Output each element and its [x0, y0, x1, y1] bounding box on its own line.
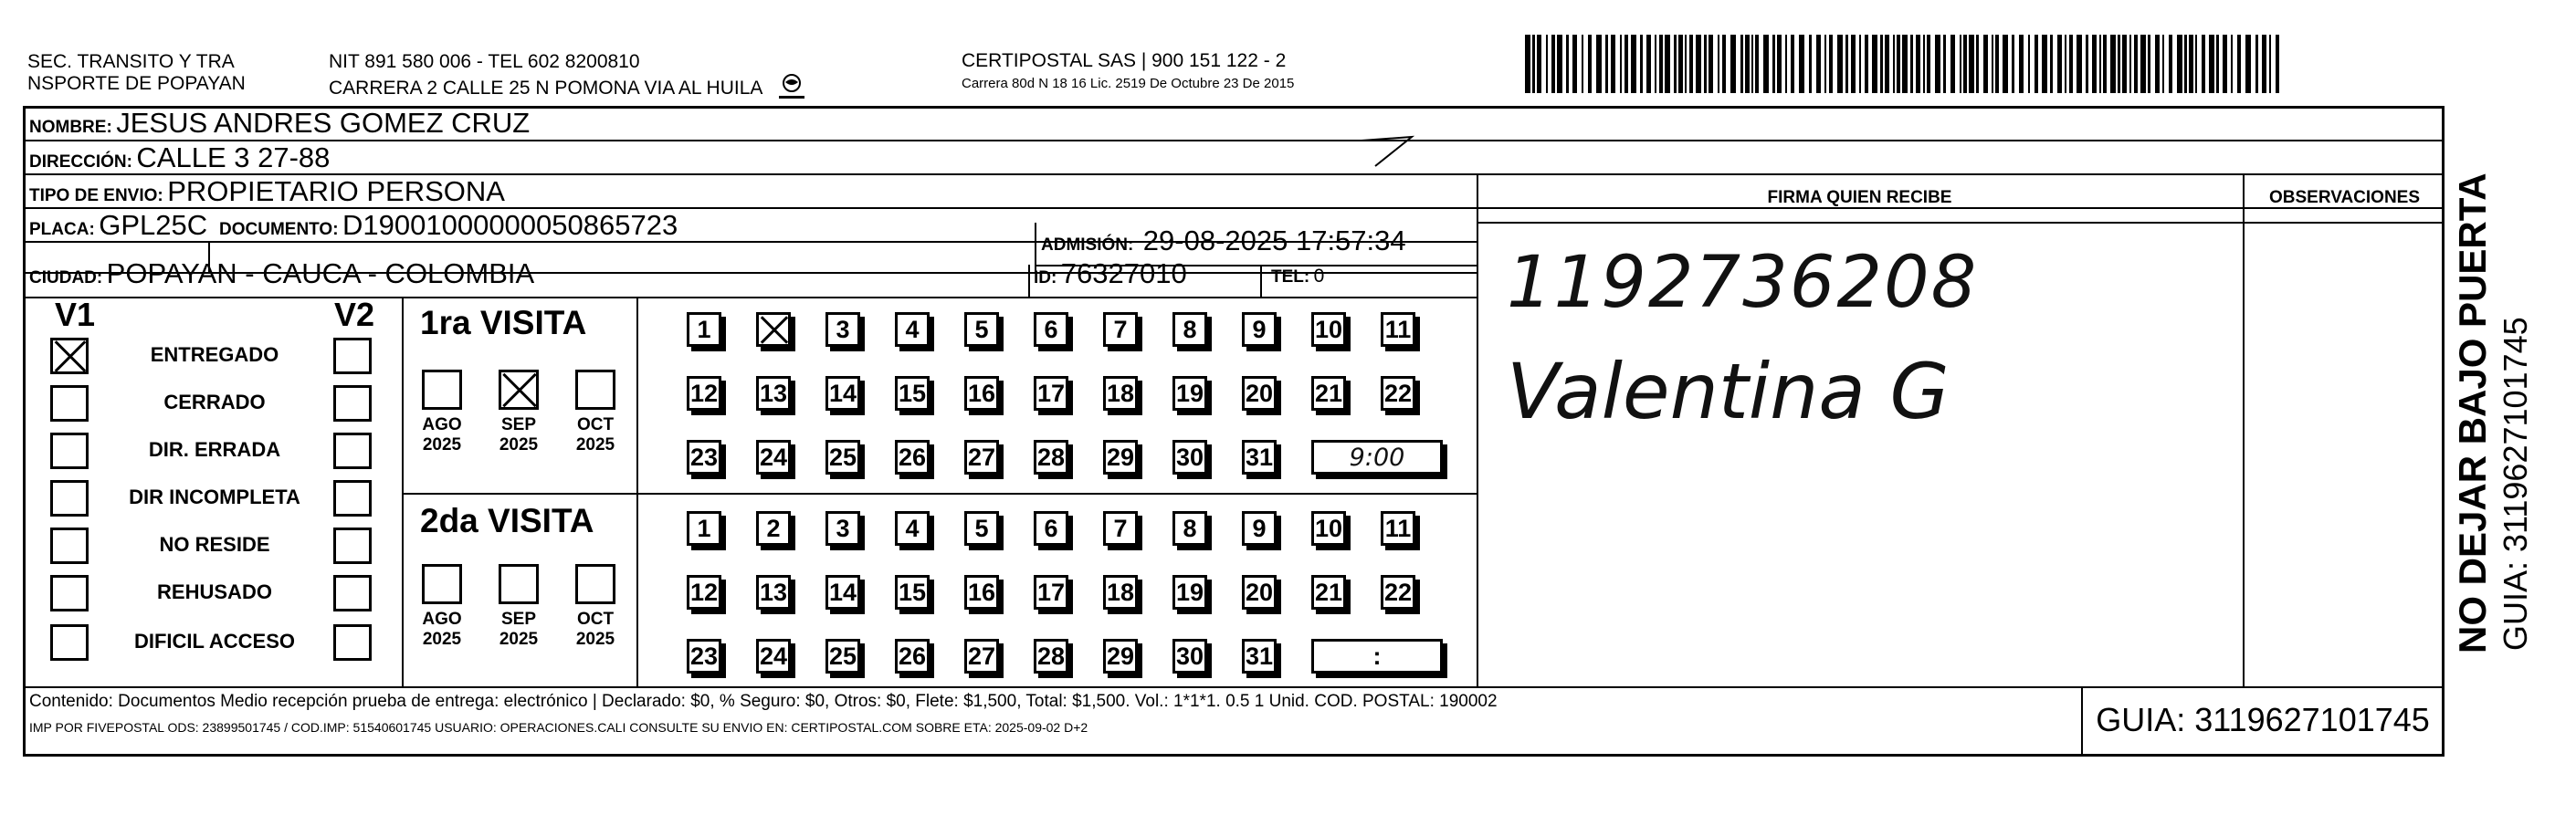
day-checkbox[interactable]: 20: [1242, 376, 1277, 411]
tel-label: TEL:: [1271, 267, 1310, 287]
day-checkbox[interactable]: 25: [825, 440, 860, 475]
day-checkbox[interactable]: 15: [895, 376, 930, 411]
v2-checkbox[interactable]: [333, 385, 372, 422]
footer-content: Contenido: Documentos Medio recepción prueba de entrega: electrónico | Declarado: $0, % Seguro: $0, Otros: $0, Flete: $1,500, Total: $1,500. Vol.: 1*1*1. 0.5 1 Unid. COD. POSTAL: 190002: [29, 692, 1498, 711]
month-label: AGO 2025: [422, 415, 462, 455]
barcode-bar: [2231, 35, 2233, 93]
v1-checkbox[interactable]: [50, 338, 89, 374]
day-checkbox[interactable]: 16: [964, 575, 999, 610]
barcode-bar: [1557, 35, 1562, 93]
time-field[interactable]: 9:00: [1311, 440, 1443, 475]
day-checkbox[interactable]: 14: [825, 376, 860, 411]
day-checkbox[interactable]: 2: [756, 511, 791, 546]
footer-guia: GUIA: 3119627101745: [2096, 701, 2430, 738]
day-checkbox[interactable]: 7: [1103, 511, 1138, 546]
month-label: SEP 2025: [499, 415, 539, 455]
placa-field: [29, 209, 207, 242]
day-checkbox[interactable]: 30: [1172, 440, 1207, 475]
day-checkbox[interactable]: 8: [1172, 312, 1207, 347]
month-label: OCT 2025: [575, 610, 615, 649]
barcode-bar: [2140, 35, 2146, 93]
barcode-bar: [2110, 35, 2116, 93]
barcode-bar: [1588, 35, 1592, 93]
barcode-bar: [2269, 35, 2271, 93]
day-checkbox[interactable]: 17: [1034, 575, 1068, 610]
day-checkbox[interactable]: 18: [1103, 376, 1138, 411]
ciudad-label: CIUDAD:: [29, 268, 103, 287]
day-checkbox[interactable]: 3: [825, 511, 860, 546]
barcode-bar: [1969, 35, 1974, 93]
barcode-bar: [1927, 35, 1930, 93]
barcode-bar: [2086, 35, 2088, 93]
barcode-bar: [1893, 35, 1895, 93]
day-checkbox[interactable]: 1: [687, 511, 721, 546]
visit2-title: 2da VISITA: [420, 502, 594, 539]
barcode-bar: [1816, 35, 1821, 93]
placa-value: GPL25C: [99, 209, 208, 241]
id-value: 76327010: [1060, 257, 1187, 289]
day-checkbox[interactable]: 3: [825, 312, 860, 347]
direccion-label: DIRECCIÓN:: [29, 152, 132, 172]
day-checkbox[interactable]: 10: [1311, 511, 1346, 546]
placa-label: PLACA:: [29, 220, 95, 239]
day-checkbox[interactable]: 11: [1381, 312, 1415, 347]
barcode-bar: [1963, 35, 1967, 93]
barcode-bar: [1992, 35, 1993, 93]
v1-checkbox[interactable]: [50, 575, 89, 611]
day-checkbox[interactable]: 23: [687, 639, 721, 674]
barcode-bar: [1943, 35, 1946, 93]
sender-contact: [329, 51, 810, 104]
barcode-bar: [2276, 35, 2279, 93]
day-checkbox[interactable]: 28: [1034, 440, 1068, 475]
barcode-bar: [2077, 35, 2082, 93]
barcode-bar: [1902, 35, 1908, 93]
handwritten-recipient-name: Valentina G: [1507, 347, 1950, 436]
barcode-bar: [2003, 35, 2008, 93]
day-checkbox[interactable]: 5: [964, 511, 999, 546]
v1-checkbox[interactable]: [50, 528, 89, 564]
v1-checkbox[interactable]: [50, 385, 89, 422]
barcode-bar: [2065, 35, 2066, 93]
barcode-bar: [1745, 35, 1750, 93]
day-checkbox[interactable]: 21: [1311, 575, 1346, 610]
barcode-bar: [1665, 35, 1670, 93]
day-checkbox[interactable]: 9: [1242, 312, 1277, 347]
barcode-bar: [1960, 35, 1961, 93]
month-checkbox[interactable]: [575, 370, 615, 410]
day-checkbox[interactable]: 10: [1311, 312, 1346, 347]
barcode-bar: [1572, 35, 1577, 93]
handwritten-id-number: 1192736208: [1507, 242, 1979, 324]
nombre-field: [29, 107, 530, 140]
barcode-bar: [1983, 35, 1988, 93]
month-checkbox[interactable]: [499, 370, 539, 410]
v1-checkbox[interactable]: [50, 624, 89, 661]
day-checkbox[interactable]: 26: [895, 639, 930, 674]
barcode-bar: [2035, 35, 2038, 93]
barcode-bar: [1809, 35, 1812, 93]
observaciones-label: OBSERVACIONES: [2268, 188, 2421, 207]
reason-label: NO RESIDE: [159, 533, 270, 556]
barcode-bar: [2148, 35, 2150, 93]
day-checkbox[interactable]: 23: [687, 440, 721, 475]
month-checkbox[interactable]: [422, 370, 462, 410]
day-checkbox[interactable]: 13: [756, 376, 791, 411]
barcode-bar: [2177, 35, 2182, 93]
barcode-bar: [2019, 35, 2024, 93]
day-checkbox[interactable]: 17: [1034, 376, 1068, 411]
tipo-envio-value: PROPIETARIO PERSONA: [167, 175, 505, 207]
day-checkbox[interactable]: 22: [1381, 376, 1415, 411]
footer-imp-line: IMP POR FIVEPOSTAL ODS: 23899501745 / COD.IMP: 51540601745 USUARIO: OPERACIONES.CALI CONSULTE SU ENVIO EN: CERTIPOSTAL.COM SOBRE ETA: 2025-09-02 D+2: [29, 720, 1088, 735]
certipostal-logo-icon: [773, 73, 810, 104]
day-checkbox[interactable]: 4: [895, 312, 930, 347]
barcode-bar: [2122, 35, 2127, 93]
address-line: CARRERA 2 CALLE 25 N POMONA VIA AL HUILA: [329, 78, 763, 99]
day-checkbox[interactable]: 30: [1172, 639, 1207, 674]
sender-line-2: NSPORTE DE POPAYAN: [27, 73, 246, 94]
barcode-bar: [2103, 35, 2107, 93]
day-checkbox[interactable]: 15: [895, 575, 930, 610]
barcode-bar: [1689, 35, 1693, 93]
barcode-bar: [1923, 35, 1925, 93]
barcode-bar: [1659, 35, 1663, 93]
barcode-bar: [1880, 35, 1883, 93]
barcode-bar: [1777, 35, 1782, 93]
firma-label: FIRMA QUIEN RECIBE: [1767, 188, 1952, 207]
day-checkbox[interactable]: 12: [687, 575, 721, 610]
direccion-field: [29, 141, 330, 174]
v1-checkbox[interactable]: [50, 433, 89, 469]
day-checkbox[interactable]: 29: [1103, 440, 1138, 475]
barcode-bar: [1532, 35, 1535, 93]
barcode-bar: [2223, 35, 2227, 93]
day-checkbox[interactable]: 13: [756, 575, 791, 610]
barcode-bar: [1620, 35, 1622, 93]
barcode-bar: [1551, 35, 1555, 93]
month-label: SEP 2025: [499, 610, 539, 649]
day-checkbox[interactable]: 4: [895, 511, 930, 546]
documento-field: [219, 209, 678, 242]
barcode-bar: [1837, 35, 1843, 93]
barcode-bar: [2155, 35, 2160, 93]
month-checkbox[interactable]: [422, 564, 462, 604]
barcode-bar: [1935, 35, 1940, 93]
barcode-bar: [2216, 35, 2219, 93]
day-checkbox[interactable]: 31: [1242, 440, 1277, 475]
day-checkbox[interactable]: 7: [1103, 312, 1138, 347]
day-checkbox[interactable]: 25: [825, 639, 860, 674]
barcode-bar: [1785, 35, 1787, 93]
day-checkbox[interactable]: 22: [1381, 575, 1415, 610]
id-label: ID:: [1034, 268, 1057, 287]
v1-checkbox[interactable]: [50, 480, 89, 517]
barcode-bar: [2042, 35, 2047, 93]
barcode-bar: [1537, 35, 1541, 93]
day-checkbox[interactable]: 5: [964, 312, 999, 347]
nombre-label: NOMBRE:: [29, 118, 112, 137]
side-guia: GUIA: 3119627101745: [2497, 317, 2534, 651]
barcode-bar: [1611, 35, 1615, 93]
barcode-bar: [2012, 35, 2014, 93]
barcode-bar: [1525, 35, 1530, 93]
pen-mark-icon: [1357, 133, 1421, 174]
tel-value: 0: [1313, 266, 1325, 287]
month-checkbox[interactable]: [499, 564, 539, 604]
admision-field: [1041, 225, 1406, 257]
barcode-bar: [1718, 35, 1719, 93]
barcode-bar: [2118, 35, 2120, 93]
barcode: [1525, 35, 2281, 93]
side-warning: NO DEJAR BAJO PUERTA: [2451, 172, 2494, 653]
barcode-bar: [1872, 35, 1877, 93]
day-checkbox[interactable]: 26: [895, 440, 930, 475]
barcode-bar: [1646, 35, 1651, 93]
barcode-bar: [2202, 35, 2205, 93]
barcode-bar: [2195, 35, 2197, 93]
month-checkbox[interactable]: [575, 564, 615, 604]
admision-value: 29-08-2025 17:57:34: [1142, 225, 1406, 256]
barcode-bar: [1910, 35, 1913, 93]
barcode-bar: [2245, 35, 2251, 93]
v2-checkbox[interactable]: [333, 528, 372, 564]
barcode-bar: [1685, 35, 1687, 93]
barcode-bar: [2099, 35, 2101, 93]
barcode-bar: [1845, 35, 1848, 93]
barcode-bar: [1763, 35, 1769, 93]
barcode-bar: [1755, 35, 1759, 93]
barcode-bar: [2189, 35, 2193, 93]
barcode-bar: [1546, 35, 1548, 93]
barcode-bar: [2092, 35, 2097, 93]
courier-info: [962, 50, 1294, 92]
day-checkbox[interactable]: 24: [756, 440, 791, 475]
barcode-bar: [1859, 35, 1861, 93]
barcode-bar: [1678, 35, 1683, 93]
barcode-bar: [1791, 35, 1794, 93]
day-checkbox[interactable]: 12: [687, 376, 721, 411]
day-checkbox[interactable]: 11: [1381, 511, 1415, 546]
reason-label: CERRADO: [163, 391, 266, 413]
barcode-bar: [2237, 35, 2241, 93]
day-checkbox[interactable]: 8: [1172, 511, 1207, 546]
visit1-title: 1ra VISITA: [420, 304, 587, 341]
day-checkbox[interactable]: 21: [1311, 376, 1346, 411]
barcode-bar: [1824, 35, 1826, 93]
v2-checkbox[interactable]: [333, 338, 372, 374]
barcode-bar: [1799, 35, 1804, 93]
reason-label: REHUSADO: [157, 580, 272, 603]
barcode-bar: [1730, 35, 1736, 93]
day-checkbox[interactable]: 6: [1034, 511, 1068, 546]
day-checkbox[interactable]: 19: [1172, 376, 1207, 411]
day-checkbox[interactable]: 19: [1172, 575, 1207, 610]
barcode-bar: [1722, 35, 1726, 93]
nit-line: NIT 891 580 006 - TEL 602 8200810: [329, 51, 640, 72]
barcode-bar: [1596, 35, 1602, 93]
direccion-value: CALLE 3 27-88: [136, 141, 331, 173]
barcode-bar: [1709, 35, 1713, 93]
month-label: AGO 2025: [422, 610, 462, 649]
barcode-bar: [1566, 35, 1569, 93]
day-checkbox[interactable]: 28: [1034, 639, 1068, 674]
barcode-bar: [2162, 35, 2164, 93]
barcode-bar: [2134, 35, 2138, 93]
barcode-bar: [2209, 35, 2214, 93]
admision-label: ADMISIÓN:: [1041, 235, 1134, 255]
barcode-bar: [1582, 35, 1583, 93]
barcode-bar: [1772, 35, 1775, 93]
barcode-bar: [2255, 35, 2258, 93]
documento-value: D19001000000050865723: [342, 209, 678, 241]
v2-checkbox[interactable]: [333, 624, 372, 661]
day-checkbox[interactable]: 6: [1034, 312, 1068, 347]
barcode-bar: [1655, 35, 1656, 93]
barcode-bar: [1851, 35, 1856, 93]
month-label: OCT 2025: [575, 415, 615, 455]
license-line: Carrera 80d N 18 16 Lic. 2519 De Octubre 23 De 2015: [962, 76, 1295, 91]
barcode-bar: [1865, 35, 1868, 93]
day-checkbox[interactable]: 9: [1242, 511, 1277, 546]
day-checkbox[interactable]: 24: [756, 639, 791, 674]
v2-checkbox[interactable]: [333, 480, 372, 517]
v2-header: V2: [334, 296, 375, 333]
barcode-bar: [1624, 35, 1628, 93]
day-checkbox[interactable]: [756, 312, 791, 347]
day-checkbox[interactable]: 31: [1242, 639, 1277, 674]
day-checkbox[interactable]: 14: [825, 575, 860, 610]
barcode-bar: [2129, 35, 2131, 93]
barcode-bar: [1696, 35, 1701, 93]
reason-label: DIR INCOMPLETA: [129, 486, 300, 508]
reason-label: DIR. ERRADA: [148, 438, 281, 461]
barcode-bar: [2057, 35, 2062, 93]
barcode-bar: [1995, 35, 1999, 93]
barcode-bar: [2262, 35, 2266, 93]
tipo-envio-label: TIPO DE ENVIO:: [29, 186, 163, 205]
id-field: [1034, 257, 1187, 290]
barcode-bar: [1916, 35, 1920, 93]
barcode-bar: [1897, 35, 1900, 93]
reason-label: DIFICIL ACCESO: [133, 630, 295, 653]
barcode-bar: [1674, 35, 1677, 93]
day-checkbox[interactable]: 29: [1103, 639, 1138, 674]
barcode-bar: [2028, 35, 2030, 93]
barcode-bar: [2069, 35, 2073, 93]
barcode-bar: [2169, 35, 2172, 93]
ciudad-value: POPAYAN - CAUCA - COLOMBIA: [106, 257, 535, 289]
barcode-bar: [1740, 35, 1743, 93]
barcode-bar: [1605, 35, 1608, 93]
barcode-bar: [2184, 35, 2187, 93]
nombre-value: JESUS ANDRES GOMEZ CRUZ: [116, 107, 531, 139]
day-checkbox[interactable]: 18: [1103, 575, 1138, 610]
time-field[interactable]: :: [1311, 639, 1443, 674]
barcode-bar: [1950, 35, 1955, 93]
barcode-bar: [1976, 35, 1979, 93]
day-checkbox[interactable]: 20: [1242, 575, 1277, 610]
v2-checkbox[interactable]: [333, 575, 372, 611]
barcode-bar: [1885, 35, 1889, 93]
barcode-bar: [1751, 35, 1753, 93]
tel-field: [1271, 266, 1324, 287]
ciudad-field: [29, 257, 534, 290]
day-checkbox[interactable]: 27: [964, 440, 999, 475]
barcode-bar: [1704, 35, 1707, 93]
reason-label: ENTREGADO: [150, 343, 279, 366]
barcode-bar: [1631, 35, 1636, 93]
v1-header: V1: [55, 296, 96, 333]
sender-name: [27, 51, 246, 95]
day-checkbox[interactable]: 1: [687, 312, 721, 347]
v2-checkbox[interactable]: [333, 433, 372, 469]
tipo-envio-field: [29, 175, 505, 208]
day-checkbox[interactable]: 27: [964, 639, 999, 674]
barcode-bar: [2050, 35, 2053, 93]
sender-line-1: SEC. TRANSITO Y TRA: [27, 51, 235, 72]
barcode-bar: [1829, 35, 1833, 93]
courier-line: CERTIPOSTAL SAS | 900 151 122 - 2: [962, 50, 1287, 71]
barcode-bar: [1640, 35, 1643, 93]
day-checkbox[interactable]: 16: [964, 376, 999, 411]
documento-label: DOCUMENTO:: [219, 220, 339, 239]
